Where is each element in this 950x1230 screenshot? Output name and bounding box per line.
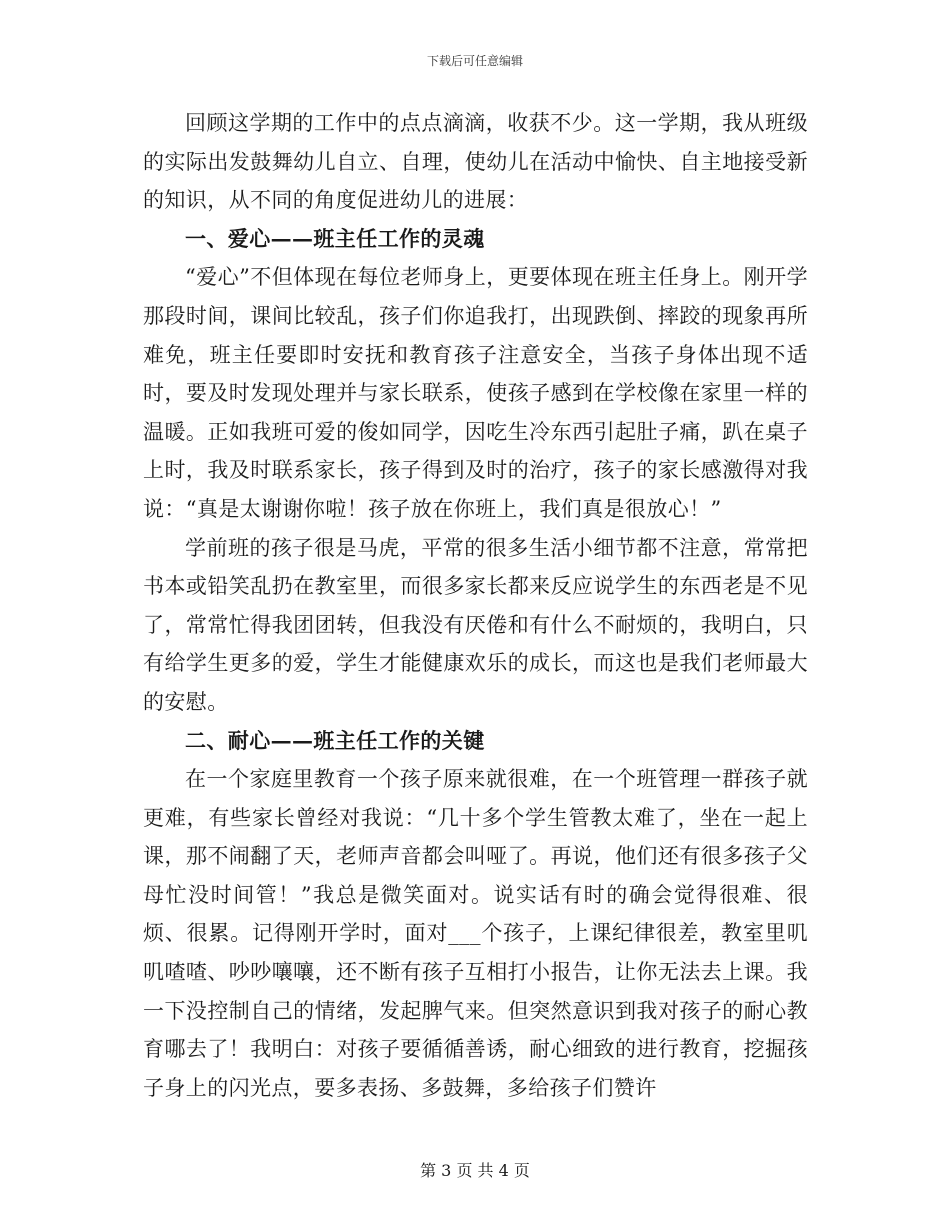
page-number: 第 3 页 共 4 页 [420, 1161, 530, 1180]
section-heading-love: 一、爱心——班主任工作的灵魂 [185, 225, 485, 251]
page-header: 下载后可任意编辑 [426, 54, 523, 68]
paragraph-intro: 回顾这学期的工作中的点点滴滴，收获不少。这一学期，我从班级的实际出发鼓舞幼儿自立、自理，使幼儿在活动中愉快、自主地接受新的知识，从不同的角度促进幼儿的进展： [143, 111, 808, 213]
paragraph-patience-1: 在一个家庭里教育一个孩子原来就很难，在一个班管理一群孩子就更难，有些家长曾经对我说：“几十多个学生管教太难了，坐在一起上课，那不闹翻了天，老师声音都会叫哑了。再说，他们还有很多孩子父母忙没时间管！”我总是微笑面对。说实话有时的确会觉得很难、很烦、很累。记得刚开学时，面对___个孩子，上课纪律很差，教室里叽叽喳喳、吵吵嚷嚷，还不断有孩子互相打小报告，让你无法去上课。我一下没控制自己的情绪，发起脾气来。但突然意识到我对孩子的耐心教育哪去了！我明白：对孩子要循循善诱，耐心细致的进行教育，挖掘孩子身上的闪光点，要多表扬、多鼓舞，多给孩子们赞许 [143, 767, 808, 1100]
paragraph-love-1: “爱心”不但体现在每位老师身上，更要体现在班主任身上。刚开学那段时间，课间比较乱，孩子们你追我打，出现跌倒、摔跤的现象再所难免，班主任要即时安抚和教育孩子注意安全，当孩子身体出现不适时，要及时发现处理并与家长联系，使孩子感到在学校像在家里一样的温暖。正如我班可爱的俊如同学，因吃生冷东西引起肚子痛，趴在桌子上时，我及时联系家长，孩子得到及时的治疗，孩子的家长感激得对我说：“真是太谢谢你啦！孩子放在你班上，我们真是很放心！” [143, 265, 808, 521]
section-heading-patience: 二、耐心——班主任工作的关键 [185, 727, 485, 753]
paragraph-love-2: 学前班的孩子很是马虎，平常的很多生活小细节都不注意，常常把书本或铅笑乱扔在教室里，而很多家长都来反应说学生的东西老是不见了，常常忙得我团团转，但我没有厌倦和有什么不耐烦的，我明白，只有给学生更多的爱，学生才能健康欢乐的成长，而这也是我们老师最大的安慰。 [143, 535, 808, 714]
document-body [143, 104, 808, 1107]
